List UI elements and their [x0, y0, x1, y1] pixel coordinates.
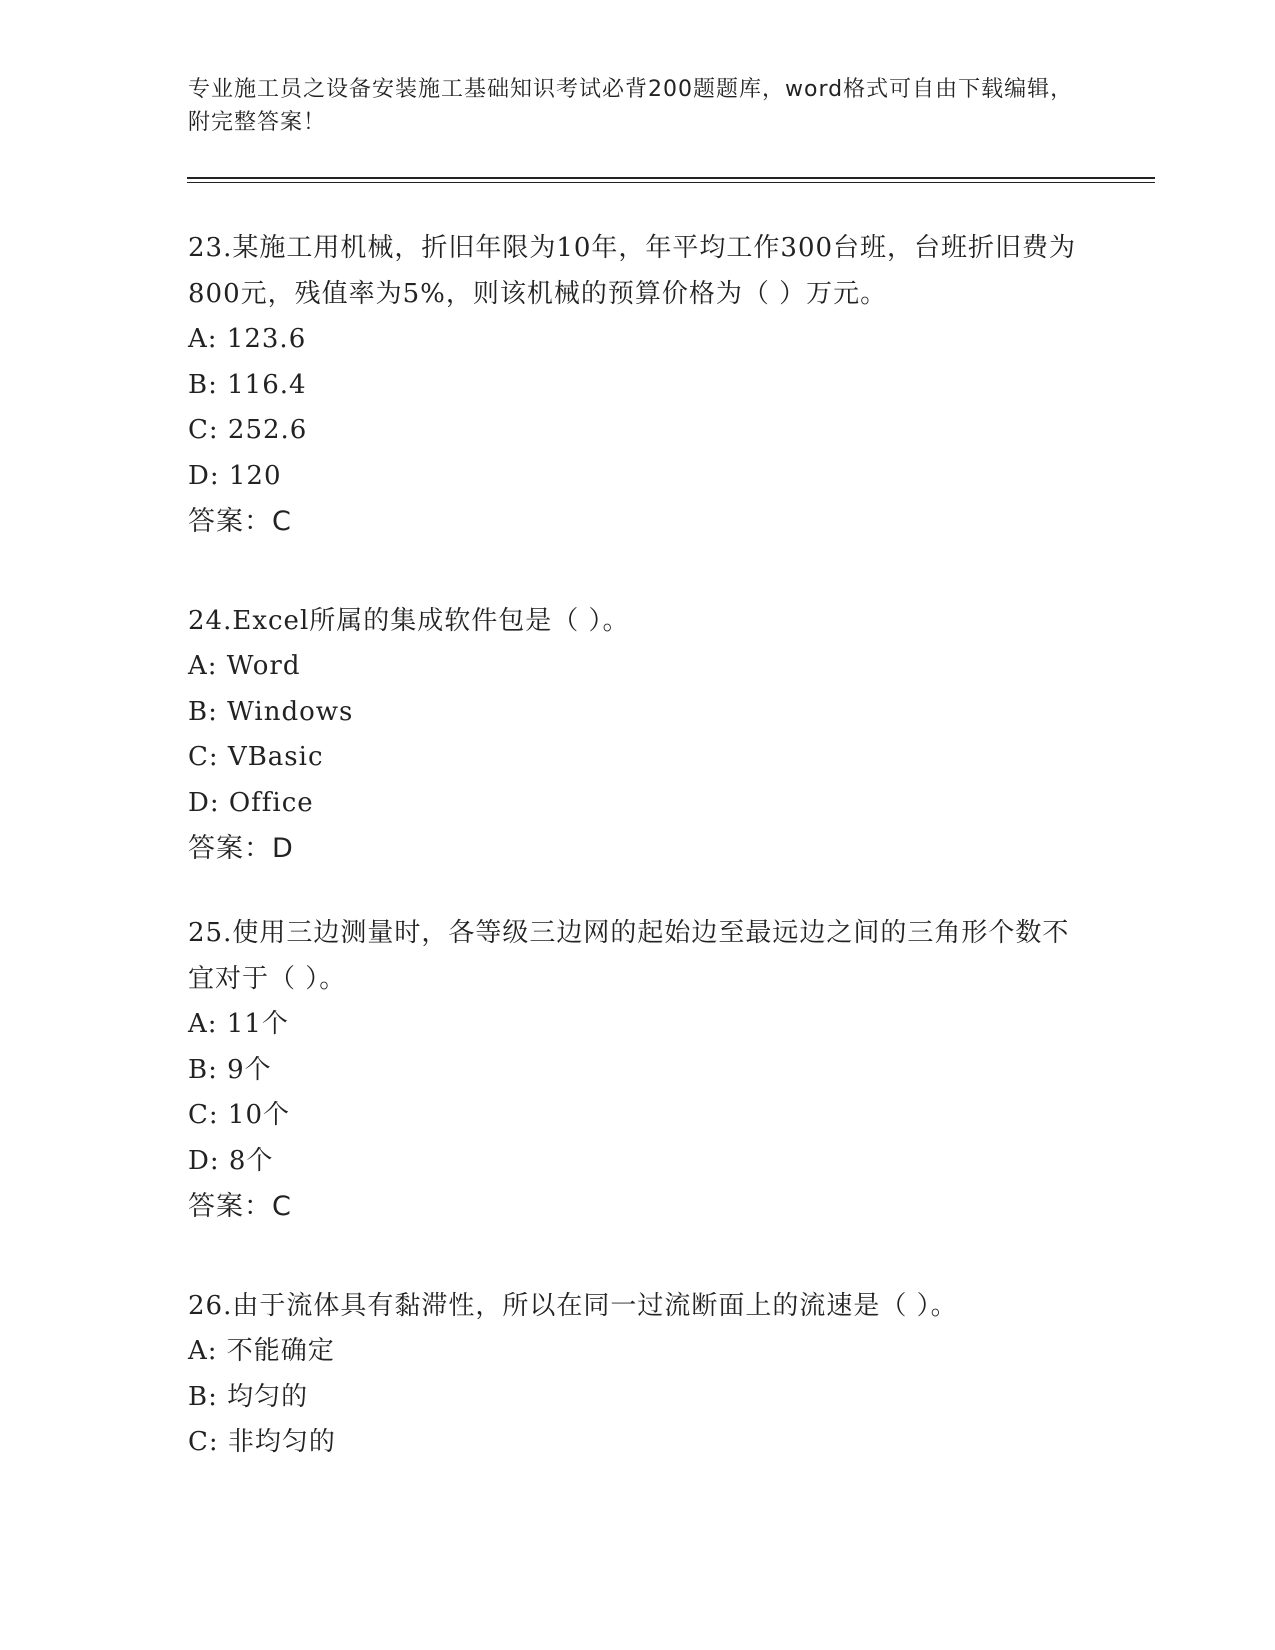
option-a: A: Word	[188, 651, 301, 681]
option-a: A: 11个	[188, 1009, 289, 1039]
option-c: C: 非均匀的	[188, 1427, 336, 1457]
question-stem: 26.由于流体具有黏滞性，所以在同一过流断面上的流速是（ ）。	[188, 1291, 958, 1321]
option-b: B: 116.4	[188, 369, 307, 400]
option-d: D: Office	[188, 787, 314, 818]
option-b: B: 9个	[188, 1054, 272, 1085]
option-c: C: 252.6	[188, 415, 308, 445]
question-24	[188, 598, 1088, 872]
question-25	[188, 910, 1088, 1230]
question-26	[188, 1283, 1088, 1466]
question-stem: 23.某施工用机械，折旧年限为10年，年平均工作300台班，台班折旧费为800元，残值率为5%，则该机械的预算价格为（ ）万元。	[188, 233, 1077, 309]
option-d: D: 120	[188, 460, 282, 491]
option-b: B: Windows	[188, 696, 354, 727]
header-divider-thin	[187, 182, 1155, 183]
option-c: C: VBasic	[188, 742, 324, 772]
document-header: 专业施工员之设备安装施工基础知识考试必背200题题库，word格式可自由下载编辑，附完整答案！	[188, 77, 1074, 135]
answer-label: 答案：C	[188, 1191, 292, 1222]
answer-label: 答案：D	[188, 833, 294, 864]
option-a: A: 不能确定	[188, 1336, 335, 1366]
answer-label: 答案：C	[188, 506, 292, 537]
option-d: D: 8个	[188, 1145, 274, 1176]
option-a: A: 123.6	[188, 324, 307, 354]
question-23	[188, 225, 1088, 545]
question-stem: 24.Excel所属的集成软件包是（ ）。	[188, 606, 630, 636]
option-c: C: 10个	[188, 1100, 291, 1130]
header-divider-thick	[187, 177, 1155, 179]
question-stem: 25.使用三边测量时，各等级三边网的起始边至最远边之间的三角形个数不宜对于（ ）。	[188, 918, 1070, 994]
option-b: B: 均匀的	[188, 1381, 309, 1412]
